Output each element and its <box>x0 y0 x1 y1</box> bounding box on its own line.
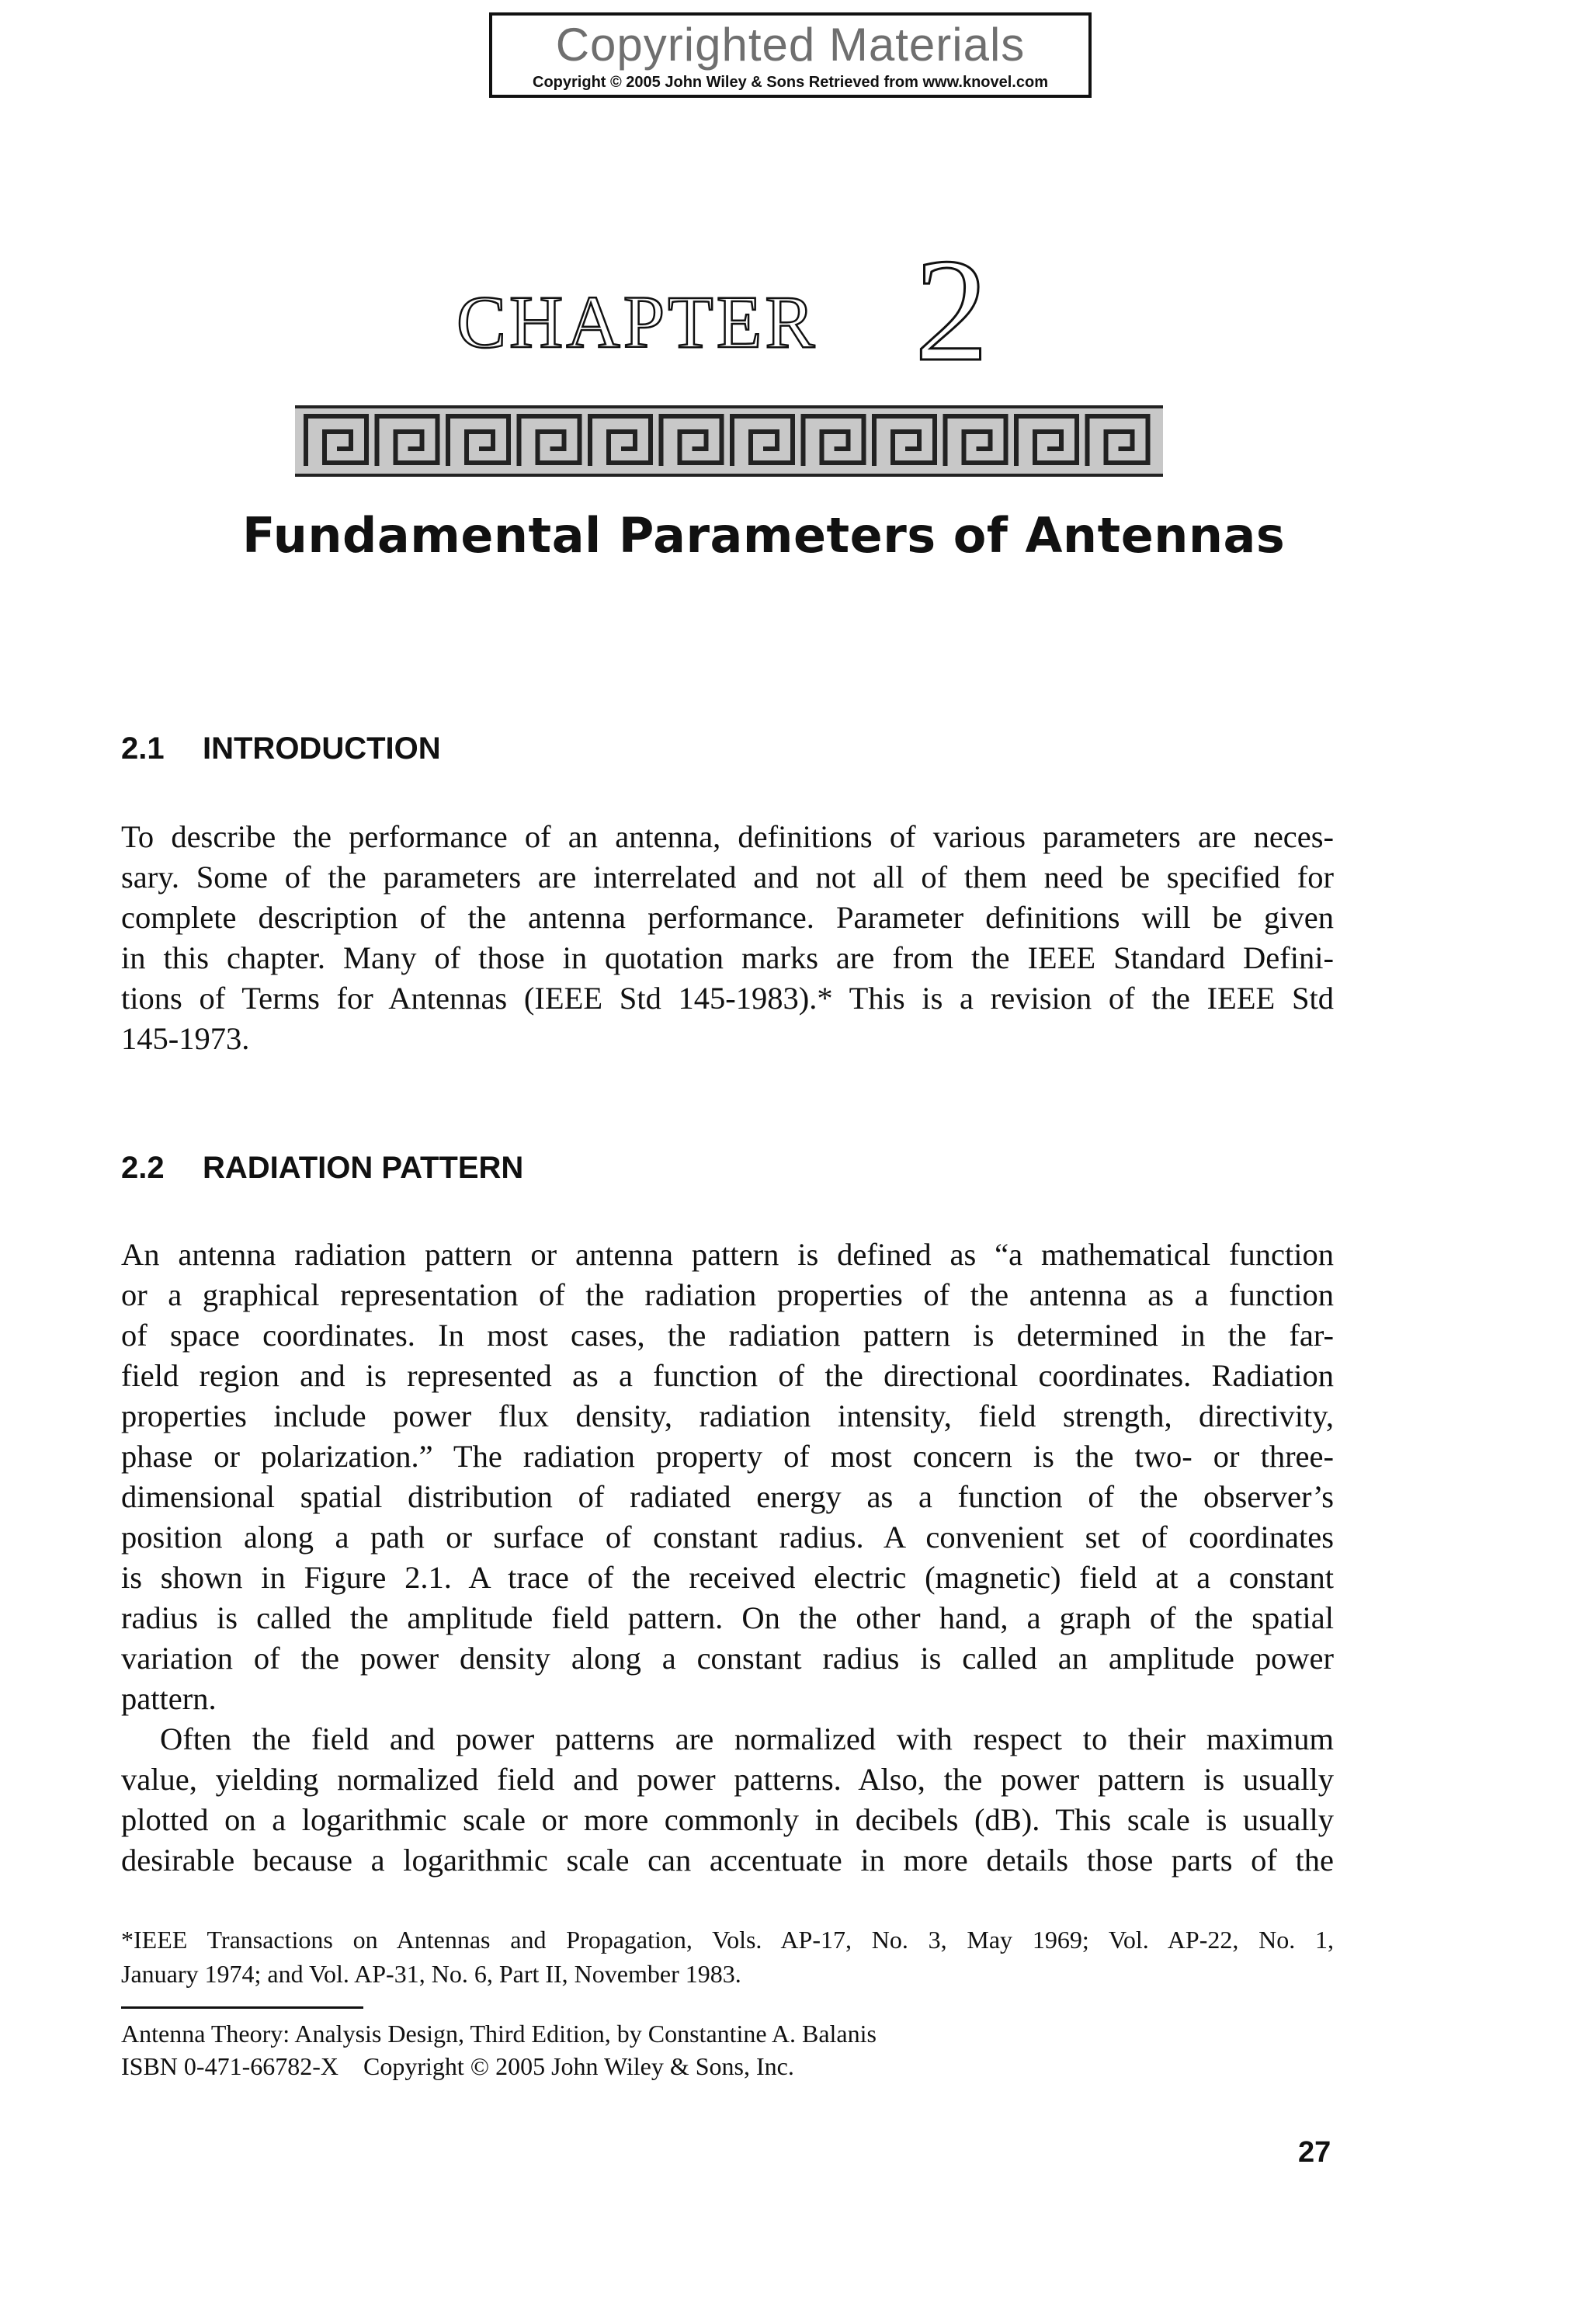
greek-key-unit <box>874 416 935 466</box>
chapter-title: Fundamental Parameters of Antennas <box>242 507 1286 564</box>
text-line: properties include power flux density, radiation intensity, field strength, directivity, <box>121 1398 1334 1433</box>
text-line: variation of the power density along a constant radius is called an amplitude power <box>121 1641 1334 1676</box>
greek-key-unit <box>590 416 651 466</box>
stamp-subtitle: Copyright © 2005 John Wiley & Sons Retrieved from www.knovel.com <box>533 74 1048 91</box>
text-line: pattern. <box>121 1681 217 1716</box>
section-heading-radiation-pattern <box>121 1149 523 1186</box>
greek-key-unit <box>946 416 1006 466</box>
greek-key-ornament <box>295 405 1163 477</box>
text-line: is shown in Figure 2.1. A trace of the received electric (magnetic) field at a constant <box>121 1560 1334 1595</box>
text-line: value, yielding normalized field and power patterns. Also, the power pattern is usually <box>121 1762 1334 1797</box>
text-line: sary. Some of the parameters are interrelated and not all of them need be specified for <box>121 860 1334 895</box>
greek-key-unit <box>377 416 438 466</box>
section-title: RADIATION PATTERN <box>203 1151 524 1185</box>
book-credit <box>121 2017 877 2083</box>
section-number: 2.1 <box>121 731 165 766</box>
greek-key-unit <box>804 416 864 466</box>
page-number: 27 <box>1298 2136 1331 2169</box>
text-line: radius is called the amplitude field pattern. On the other hand, a graph of the spatial <box>121 1600 1334 1635</box>
greek-key-unit <box>1088 416 1148 466</box>
text-line: phase or polarization.” The radiation property of most concern is the two- or three- <box>121 1439 1334 1474</box>
greek-key-unit <box>1016 416 1077 466</box>
text-line: complete description of the antenna performance. Parameter definitions will be given <box>121 900 1334 935</box>
text-line: desirable because a logarithmic scale can accentuate in more details those parts of the <box>121 1843 1334 1878</box>
credit-line: ISBN 0-471-66782-X Copyright © 2005 John Wiley & Sons, Inc. <box>121 2052 794 2080</box>
footnote <box>121 1923 1334 1991</box>
text-line: An antenna radiation pattern or antenna pattern is defined as “a mathematical function <box>121 1237 1334 1272</box>
greek-key-unit <box>661 416 722 466</box>
text-line: dimensional spatial distribution of radiated energy as a function of the observer’s <box>121 1479 1334 1514</box>
intro-paragraph <box>121 817 1334 1059</box>
chapter-number: 2 <box>915 229 988 392</box>
greek-key-unit <box>448 416 509 466</box>
footer-rule <box>121 2006 363 2009</box>
section-number: 2.2 <box>121 1151 165 1185</box>
text-line: of space coordinates. In most cases, the radiation pattern is determined in the far- <box>121 1318 1334 1353</box>
section-heading-introduction <box>121 730 441 767</box>
text-line: To describe the performance of an antenna, definitions of various parameters are neces- <box>121 819 1334 854</box>
text-line: in this chapter. Many of those in quotation marks are from the IEEE Standard Defini- <box>121 940 1334 975</box>
credit-line: Antenna Theory: Analysis Design, Third Edition, by Constantine A. Balanis <box>121 2020 877 2048</box>
footnote-line: *IEEE Transactions on Antennas and Propagation, Vols. AP-17, No. 3, May 1969; Vol. AP-22, No. 1, <box>121 1926 1334 1954</box>
text-line: position along a path or surface of constant radius. A convenient set of coordinates <box>121 1520 1334 1555</box>
greek-key-unit <box>306 416 366 466</box>
text-line: 145-1973. <box>121 1021 250 1056</box>
text-line: tions of Terms for Antennas (IEEE Std 145-1983).* This is a revision of the IEEE Std <box>121 981 1334 1016</box>
chapter-word: CHAPTER <box>457 280 818 363</box>
greek-key-unit <box>519 416 580 466</box>
text-line: plotted on a logarithmic scale or more commonly in decibels (dB). This scale is usually <box>121 1802 1334 1837</box>
greek-key-pattern <box>295 408 1157 474</box>
text-line: or a graphical representation of the radiation properties of the antenna as a function <box>121 1277 1334 1312</box>
footnote-line: January 1974; and Vol. AP-31, No. 6, Part II, November 1983. <box>121 1960 741 1988</box>
copyright-stamp <box>489 12 1092 98</box>
stamp-title: Copyrighted Materials <box>555 19 1026 71</box>
section-title: INTRODUCTION <box>203 731 441 766</box>
radiation-pattern-paragraph <box>121 1235 1334 1881</box>
greek-key-unit <box>732 416 793 466</box>
text-line: Often the field and power patterns are normalized with respect to their maximum <box>160 1721 1334 1756</box>
text-line: field region and is represented as a function of the directional coordinates. Radiation <box>121 1358 1334 1393</box>
